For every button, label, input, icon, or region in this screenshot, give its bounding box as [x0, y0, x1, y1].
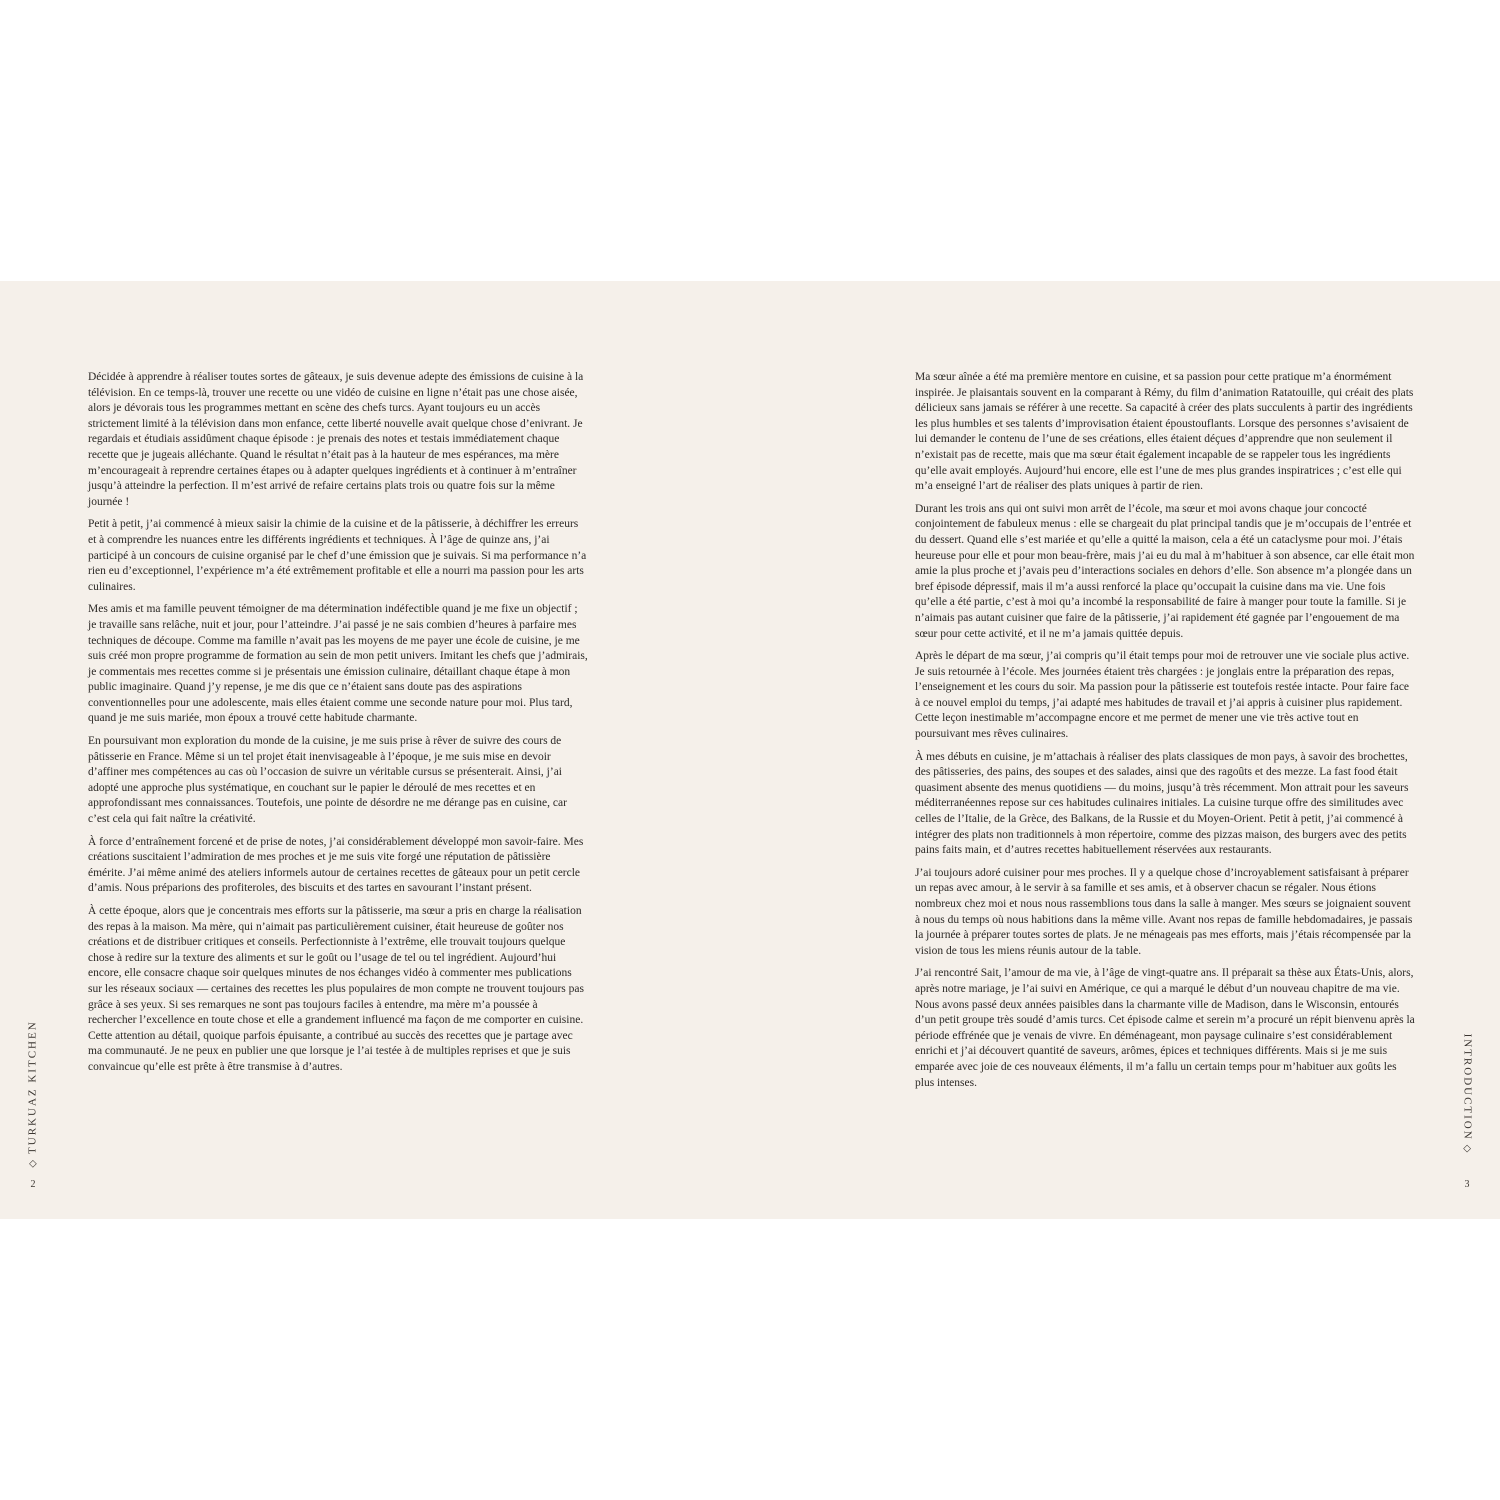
page-number-right: 3 [1464, 1179, 1470, 1190]
paragraph: Décidée à apprendre à réaliser toutes sortes de gâteaux, je suis devenue adepte des émissions de cuisine à la télévision. En ce temps-là, trouver une recette ou une vidéo de cuisine en ligne n’était pas une chose aisée, alors je dévorais tous les programmes mettant en scène des chefs turcs. Ayant toujours eu un accès strictement limité à la télévision dans mon enfance, cette liberté nouvelle avait quelque chose d’enivrant. Je regardais et étudiais assidûment chaque épisode : je prenais des notes et testais immédiatement chaque recette que je jugeais alléchante. Quand le résultat n’était pas à la hauteur de mes espérances, ma mère m’encourageait à reprendre certaines étapes ou à adapter quelques ingrédients et à continuer à m’entraîner jusqu’à atteindre la perfection. Il m’est arrivé de refaire certains plats trois ou quatre fois sur la même journée ! [88, 371, 584, 508]
paragraph: En poursuivant mon exploration du monde de la cuisine, je me suis prise à rêver de suivre des cours de pâtisserie en France. Même si un tel projet était inenvisageable à l’époque, je me suis mise en devoir d’affiner mes compétences au cas où l’occasion de suivre un véritable cursus se présenterait. Ainsi, j’ai adopté une approche plus systématique, en couchant sur le papier le déroulé de mes recettes et en approfondissant mes connaissances. Toutefois, une pointe de désordre ne me dérange pas en cuisine, car c’est cela qui fait naître la créativité. [88, 735, 567, 826]
diamond-ornament-icon: ◇ [28, 1157, 39, 1168]
paragraph: À force d’entraînement forcené et de prise de notes, j’ai considérablement développé mon savoir-faire. Mes créations suscitaient l’admiration de mes proches et je me suis vite forgé une réputation de pâtissière émérite. J’ai même animé des ateliers informels autour de certaines recettes de gâteaux pour un petit cercle d’amis. Nous préparions des profiteroles, des biscuits et des tartes en savourant l’instant présent. [88, 835, 584, 895]
diamond-ornament-icon: ◇ [1461, 1144, 1472, 1155]
paragraph: Mes amis et ma famille peuvent témoigner de ma détermination indéfectible quand je me fixe un objectif ; je travaille sans relâche, nuit et jour, pour l’atteindre. J’ai passé je ne sais combien d’heures à parfaire mes techniques de découpe. Comme ma famille n’avait pas les moyens de me payer une école de cuisine, je me suis créé mon propre programme de formation au sein de mon petit univers. Imitant les chefs que j’admirais, je commentais mes recettes comme si je présentais une émission culinaire, détaillant chaque étape à mon public imaginaire. Quand j’y repense, je me dis que ce n’étaient sans doute pas des aspirations conventionnelles pour une adolescente, mais elles étaient comme une seconde nature pour moi. Plus tard, quand je me suis mariée, mon époux a trouvé cette habitude charmante. [88, 603, 588, 725]
paragraph: Ma sœur aînée a été ma première mentore en cuisine, et sa passion pour cette pratique m’a énormément inspirée. Je plaisantais souvent en la comparant à Rémy, du film d’animation Ratatouille, qui créait des plats délicieux sans jamais se référer à une recette. Sa capacité à créer des plats succulents à partir des ingrédients les plus humbles et ses talents d’improvisation étaient époustouflants. Lorsque des personnes s’avisaient de lui demander le contenu de l’une de ses créations, elles étaient déçues d’apprendre que non seulement il n’existait pas de recette, mais que ma sœur était également incapable de se rappeler tous les ingrédients qu’elle avait employés. Aujourd’hui encore, elle est l’une de mes plus grandes inspiratrices ; c’est elle qui m’a enseigné l’art de réaliser des plats uniques à partir de rien. [915, 371, 1414, 493]
right-page-text [915, 370, 1415, 1098]
running-head-right [1457, 1016, 1477, 1176]
paragraph: J’ai rencontré Sait, l’amour de ma vie, à l’âge de vingt-quatre ans. Il préparait sa thèse aux États-Unis, alors, après notre mariage, je l’ai suivi en Amérique, ce qui a marqué le début d’un nouveau chapitre de ma vie. Nous avons passé deux années paisibles dans la charmante ville de Madison, dans le Wisconsin, entourés d’un petit groupe très soudé d’amis turcs. Cet épisode calme et serein m’a procuré un répit bienvenu après la période effrénée que je venais de vivre. En déménageant, mon paysage culinaire s’est considérablement enrichi et j’ai découvert quantité de saveurs, arômes, épices et techniques différents. Mais si je me suis emparée avec joie de ces nouveaux éléments, il m’a fallu un certain temps pour m’habituer aux goûts les plus intenses. [915, 967, 1415, 1089]
book-title: TURKUAZ KITCHEN [27, 1020, 39, 1154]
paragraph: Après le départ de ma sœur, j’ai compris qu’il était temps pour moi de retrouver une vie sociale plus active. Je suis retournée à l’école. Mes journées étaient très chargées : je jonglais entre la préparation des repas, l’enseignement et les cours du soir. Ma passion pour la pâtisserie est toutefois restée intacte. Pour faire face à ce nouvel emploi du temps, j’ai adapté mes habitudes de travail et j’ai appris à cuisiner plus rapidement. Cette leçon inestimable m’accompagne encore et me permet de mener une vie très active tout en poursuivant mes rêves culinaires. [915, 650, 1410, 741]
paragraph: Durant les trois ans qui ont suivi mon arrêt de l’école, ma sœur et moi avons chaque jour concocté conjointement de fabuleux menus : elle se chargeait du plat principal tandis que je m’occupais de l’entrée et du dessert. Quand elle s’est mariée et qu’elle a quitté la maison, cela a été un cataclysme pour moi. J’étais heureuse pour elle et pour mon beau-frère, mais j’ai eu du mal à m’habituer à son absence, car elle était mon amie la plus proche et j’avais peu d’interactions sociales en dehors d’elle. Son absence m’a plongée dans un bref épisode dépressif, mais il m’a aussi renforcé la place qu’occupait la cuisine dans ma vie. Une fois qu’elle a été partie, c’est à moi qu’a incombé la responsabilité de faire à manger pour toute la famille. Si je n’aimais pas autant cuisiner que faire de la pâtisserie, j’ai rapidement été gagnée par l’engouement de ma sœur pour cette activité, et il ne m’a jamais quittée depuis. [915, 502, 1415, 640]
book-spread [0, 281, 1500, 1219]
chapter-title: INTRODUCTION [1461, 1033, 1473, 1141]
paragraph: À mes débuts en cuisine, je m’attachais à réaliser des plats classiques de mon pays, à savoir des brochettes, des pâtisseries, des pains, des soupes et des salades, ainsi que des ragoûts et des mezze. La fast food était quasiment absente des menus quotidiens — du moins, jusqu’à très récemment. Mon attrait pour les saveurs méditerranéennes repose sur ces habitudes culinaires initiales. La cuisine turque offre des similitudes avec celles de l’Italie, de la Grèce, des Balkans, de la Russie et du Moyen-Orient. Petit à petit, j’ai commencé à intégrer des plats non traditionnels à mon répertoire, comme des pizzas maison, des burgers avec des petits pains faits main, et d’autres recettes habituellement réservées aux restaurants. [915, 750, 1409, 857]
left-page-text [88, 370, 588, 1083]
running-head-left [23, 1016, 43, 1176]
paragraph: Petit à petit, j’ai commencé à mieux saisir la chimie de la cuisine et de la pâtisserie, à déchiffrer les erreurs et à comprendre les nuances entre les différents ingrédients et techniques. À l’âge de quinze ans, j’ai participé à un concours de cuisine organisé par le chef d’une émission que je suivais. Si ma performance n’a rien eu d’exceptionnel, l’expérience m’a été extrêmement profitable et elle a nourri ma passion pour les arts culinaires. [88, 518, 587, 593]
paragraph: J’ai toujours adoré cuisiner pour mes proches. Il y a quelque chose d’incroyablement satisfaisant à préparer un repas avec amour, à le servir à sa famille et ses amis, et à observer chacun se régaler. Nous étions nombreux chez moi et nous nous rassemblions tous dans la salle à manger. Mes sœurs se joignaient souvent à nous du temps où nous habitions dans la même ville. Avant nos repas de famille hebdomadaires, je passais la journée à préparer toutes sortes de plats. Je ne ménageais pas mes efforts, mais j’étais récompensée par la vision de tous les miens réunis autour de la table. [915, 866, 1413, 957]
paragraph: À cette époque, alors que je concentrais mes efforts sur la pâtisserie, ma sœur a pris en charge la réalisation des repas à la maison. Ma mère, qui n’aimait pas particulièrement cuisiner, était heureuse de goûter nos créations et de distribuer critiques et conseils. Perfectionniste à l’extrême, elle trouvait toujours quelque chose à redire sur la texture des aliments et sur le goût ou l’usage de tel ou tel ingrédient. Aujourd’hui encore, elle consacre chaque soir quelques minutes de nos échanges vidéo à commenter mes publications sur les réseaux sociaux — certaines des recettes les plus populaires de mon compte ne trouvent toujours pas grâce à ses yeux. Si ses remarques ne sont pas toujours faciles à entendre, ma mère m’a poussée à rechercher l’excellence en toute chose et elle a grandement influencé ma façon de me comporter en cuisine. Cette attention au détail, quoique parfois épuisante, a contribué au succès des recettes que je partage avec ma communauté. Je ne peux en publier une que lorsque je l’ai testée à de multiples reprises et que je suis convaincue qu’elle est prête à être transmise à d’autres. [88, 905, 584, 1073]
page-number-left: 2 [30, 1179, 36, 1190]
